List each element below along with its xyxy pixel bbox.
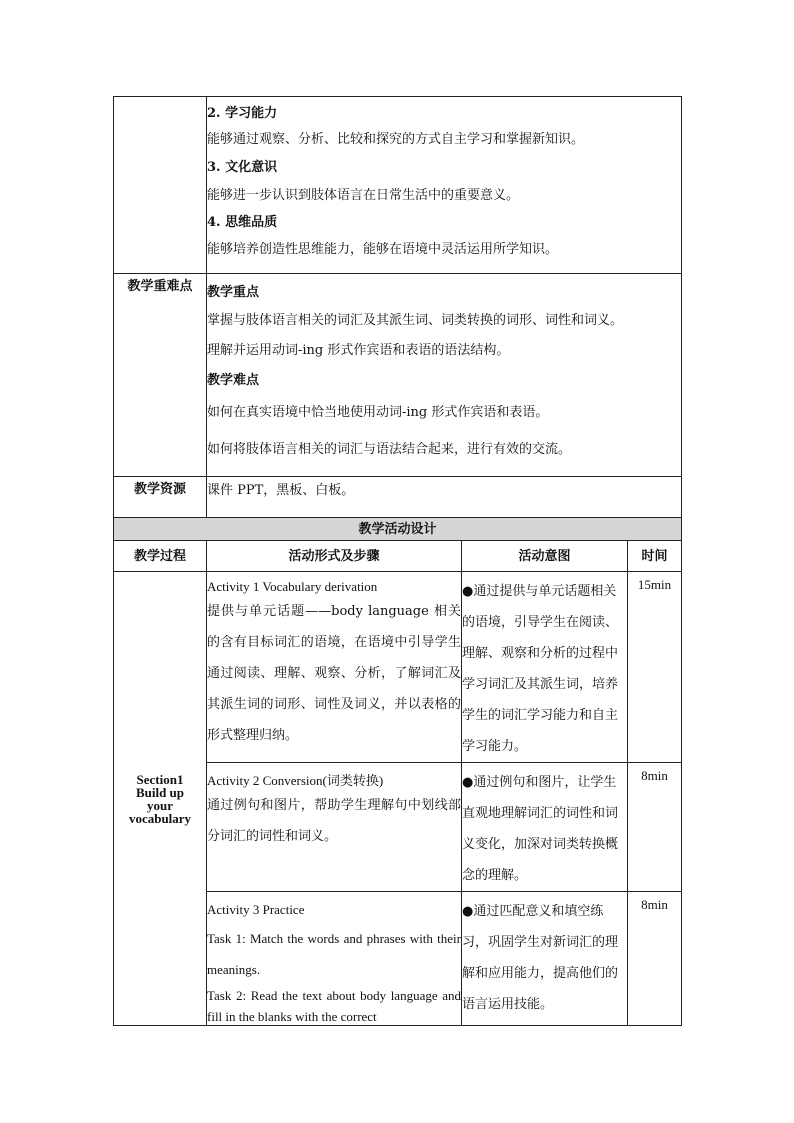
activity-1-steps [207,572,462,763]
section-line-4: vocabulary [128,810,192,826]
col-header-steps: 活动形式及步骤 [207,541,462,572]
section-label-cell [114,572,207,1026]
section-line-3: your [147,797,173,813]
activity-2-steps [207,763,462,892]
objectives-row [114,97,682,274]
activity-2-purpose-text: ●通过例句和图片，让学生直观地理解词汇的词性和词义变化，加深对词类转换概念的理解。 [462,775,619,883]
design-band: 教学活动设计 [114,518,682,541]
activity-3-purpose [462,892,628,1026]
activity-1-time: 15min [628,572,682,763]
column-header-row [114,541,682,572]
col-header-purpose: 活动意图 [462,541,628,572]
activity-3-task2: Task 2: Read the text about body language and fill in the blanks with the correct [207,988,461,1024]
objective-2-title: 2. 学习能力 [207,106,278,121]
focus-item-1: 掌握与肢体语言相关的词汇及其派生词、词类转换的词形、词性和词义。 [207,313,624,328]
difficulty-item-2: 如何将肢体语言相关的词汇与语法结合起来，进行有效的交流。 [207,442,572,457]
activity-1-text: 提供与单元话题——body language 相关的含有目标词汇的语境，在语境中引导学生通过阅读、理解、观察、分析，了解词汇及其派生词的词形、词性及词义，并以表格的形式整理归纳。 [207,604,461,743]
key-points-content [207,274,682,477]
activity-2-time: 8min [628,763,682,892]
section-line-1: Section1 [136,771,184,787]
activity-3-title: Activity 3 Practice [207,902,305,917]
objectives-label-cell [114,97,207,274]
activity-3-purpose-text: ●通过匹配意义和填空练习，巩固学生对新词汇的理解和应用能力，提高他们的语言运用技能。 [462,904,619,1012]
section-line-2: Build up [135,784,185,800]
objective-4-title: 4. 思维品质 [207,215,278,230]
focus-title: 教学重点 [207,285,260,300]
objective-3-title: 3. 文化意识 [207,160,278,175]
objective-3-text: 能够进一步认识到肢体语言在日常生活中的重要意义。 [207,188,520,203]
activity-3-time: 8min [628,892,682,1026]
resources-value: 课件 PPT，黑板、白板。 [207,477,682,518]
activity-1-purpose-text: ●通过提供与单元话题相关的语境，引导学生在阅读、理解、观察和分析的过程中学习词汇及其派生词，培养学生的词汇学习能力和自主学习能力。 [462,584,619,754]
difficulty-title: 教学难点 [207,373,260,388]
key-points-label: 教学重难点 [114,274,207,477]
resources-label: 教学资源 [114,477,207,518]
activity-1-purpose [462,572,628,763]
col-header-time: 时间 [628,541,682,572]
focus-item-2: 理解并运用动词-ing 形式作宾语和表语的语法结构。 [207,343,510,358]
activity-3-task1: Task 1: Match the words and phrases with their meanings. [207,931,461,977]
lesson-plan-table [113,96,682,1026]
activity-3-steps [207,892,462,1026]
activity-2-purpose [462,763,628,892]
resources-row [114,477,682,518]
difficulty-item-1: 如何在真实语境中恰当地使用动词-ing 形式作宾语和表语。 [207,405,549,420]
activity-row [114,572,682,763]
activity-1-title: Activity 1 Vocabulary derivation [207,579,378,594]
col-header-process: 教学过程 [114,541,207,572]
design-band-row [114,518,682,541]
activity-2-text: 通过例句和图片，帮助学生理解句中划线部分词汇的词性和词义。 [207,798,461,844]
key-points-row [114,274,682,477]
objective-2-text: 能够通过观察、分析、比较和探究的方式自主学习和掌握新知识。 [207,132,585,147]
objective-4-text: 能够培养创造性思维能力，能够在语境中灵活运用所学知识。 [207,242,559,257]
objectives-content-cell [207,97,682,274]
activity-2-title: Activity 2 Conversion(词类转换) [207,773,384,788]
